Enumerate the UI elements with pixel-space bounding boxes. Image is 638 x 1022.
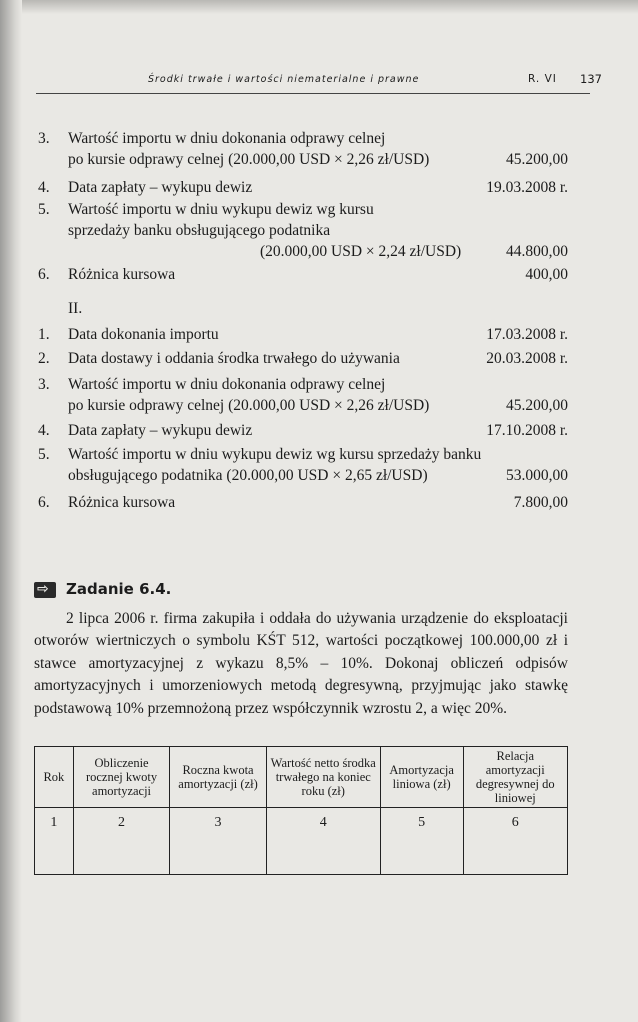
item-value: 17.03.2008 r.: [486, 326, 568, 343]
list-item: [38, 324, 568, 345]
item-value: 53.000,00: [506, 467, 568, 484]
header-rule: [36, 93, 570, 94]
item-number: 5.: [38, 446, 50, 463]
list-item: [38, 444, 568, 486]
list-item: [38, 199, 568, 262]
table-row: [35, 808, 568, 875]
item-text-line3: (20.000,00 USD × 2,24 zł/USD): [260, 243, 462, 260]
task-paragraph: 2 lipca 2006 r. firma zakupiła i oddała do używania urządzenie do eksploatacji otworów wiertniczych o symbolu KŚT 512, wartości początkowej 100.000,00 zł i stawce amortyzacyjnej z wykazu 8,5% – 10%. Dokonaj obliczeń odpisów amortyzacyjnych i umorzeniowych metodą degresywną, przyjmując jako stawkę podstawową 10% przemnożoną przez współczynnik wzrostu 2, a więc 20%.: [34, 610, 568, 717]
arrow-right-icon: ⇨: [34, 582, 56, 598]
table-cell: 4: [266, 808, 380, 875]
page-header: [0, 72, 638, 90]
chapter-label: R. VI: [528, 73, 557, 85]
binding-shadow: [0, 0, 22, 1022]
item-number: 4.: [38, 179, 50, 196]
item-text: Wartość importu w dniu wykupu dewiz wg kursu: [68, 201, 374, 218]
item-number: 5.: [38, 201, 50, 218]
running-title: Środki trwałe i wartości niematerialne i prawne: [148, 74, 420, 85]
item-text-line2: obsługującego podatnika (20.000,00 USD × 2,65 zł/USD): [68, 467, 428, 484]
col-header-net-value: Wartość netto środka trwałego na koniec roku (zł): [266, 747, 380, 808]
item-value: 20.03.2008 r.: [486, 350, 568, 367]
item-value: 7.800,00: [513, 494, 568, 511]
task-description: [34, 608, 568, 720]
section-heading: [38, 298, 568, 319]
page-top-shadow: [0, 0, 638, 14]
table-cell: 6: [463, 808, 567, 875]
item-number: 3.: [38, 376, 50, 393]
item-value: 19.03.2008 r.: [486, 179, 568, 196]
item-value: 45.200,00: [506, 151, 568, 168]
item-number: 3.: [38, 130, 50, 147]
list-item: [38, 348, 568, 369]
list-item: [38, 492, 568, 513]
list-item: [38, 128, 568, 170]
item-text: Wartość importu w dniu dokonania odprawy celnej: [68, 376, 386, 393]
header-rule-right: [568, 93, 590, 94]
item-text-line2: po kursie odprawy celnej (20.000,00 USD × 2,26 zł/USD): [68, 151, 430, 168]
item-number: 4.: [38, 422, 50, 439]
item-text: Data dostawy i oddania środka trwałego do używania: [68, 350, 400, 367]
item-number: 1.: [38, 326, 50, 343]
table-header-row: [35, 747, 568, 808]
col-header-linear: Amortyzacja liniowa (zł): [380, 747, 463, 808]
table-cell: 2: [73, 808, 169, 875]
table-cell: 3: [170, 808, 266, 875]
item-text: Różnica kursowa: [68, 494, 176, 511]
list-item: [38, 374, 568, 416]
list-item: [38, 420, 568, 441]
item-text: Wartość importu w dniu dokonania odprawy celnej: [68, 130, 386, 147]
item-number: 2.: [38, 350, 50, 367]
item-value: 400,00: [525, 266, 568, 283]
table-cell: 1: [35, 808, 74, 875]
item-text: Różnica kursowa: [68, 266, 176, 283]
col-header-annual-amount: Roczna kwota amortyzacji (zł): [170, 747, 266, 808]
item-value: 44.800,00: [506, 243, 568, 260]
item-text: Data zapłaty – wykupu dewiz: [68, 422, 253, 439]
list-item: [38, 264, 568, 285]
section-number: II.: [68, 300, 83, 317]
item-text-line2: po kursie odprawy celnej (20.000,00 USD × 2,26 zł/USD): [68, 397, 430, 414]
item-number: 6.: [38, 266, 50, 283]
list-item: [38, 177, 568, 198]
col-header-calculation: Obliczenie rocznej kwoty amortyzacji: [73, 747, 169, 808]
table-cell: 5: [380, 808, 463, 875]
item-value: 17.10.2008 r.: [486, 422, 568, 439]
item-text: Wartość importu w dniu wykupu dewiz wg kursu sprzedaży banku: [68, 446, 482, 463]
col-header-relation: Relacja amortyzacji degresywnej do liniowej: [463, 747, 567, 808]
amortization-table: [34, 746, 568, 875]
item-text-line2: sprzedaży banku obsługującego podatnika: [68, 222, 331, 239]
task-title: Zadanie 6.4.: [66, 580, 172, 598]
col-header-year: Rok: [35, 747, 74, 808]
item-text: Data dokonania importu: [68, 326, 219, 343]
item-number: 6.: [38, 494, 50, 511]
item-text: Data zapłaty – wykupu dewiz: [68, 179, 253, 196]
item-value: 45.200,00: [506, 397, 568, 414]
page-number: 137: [580, 72, 602, 86]
